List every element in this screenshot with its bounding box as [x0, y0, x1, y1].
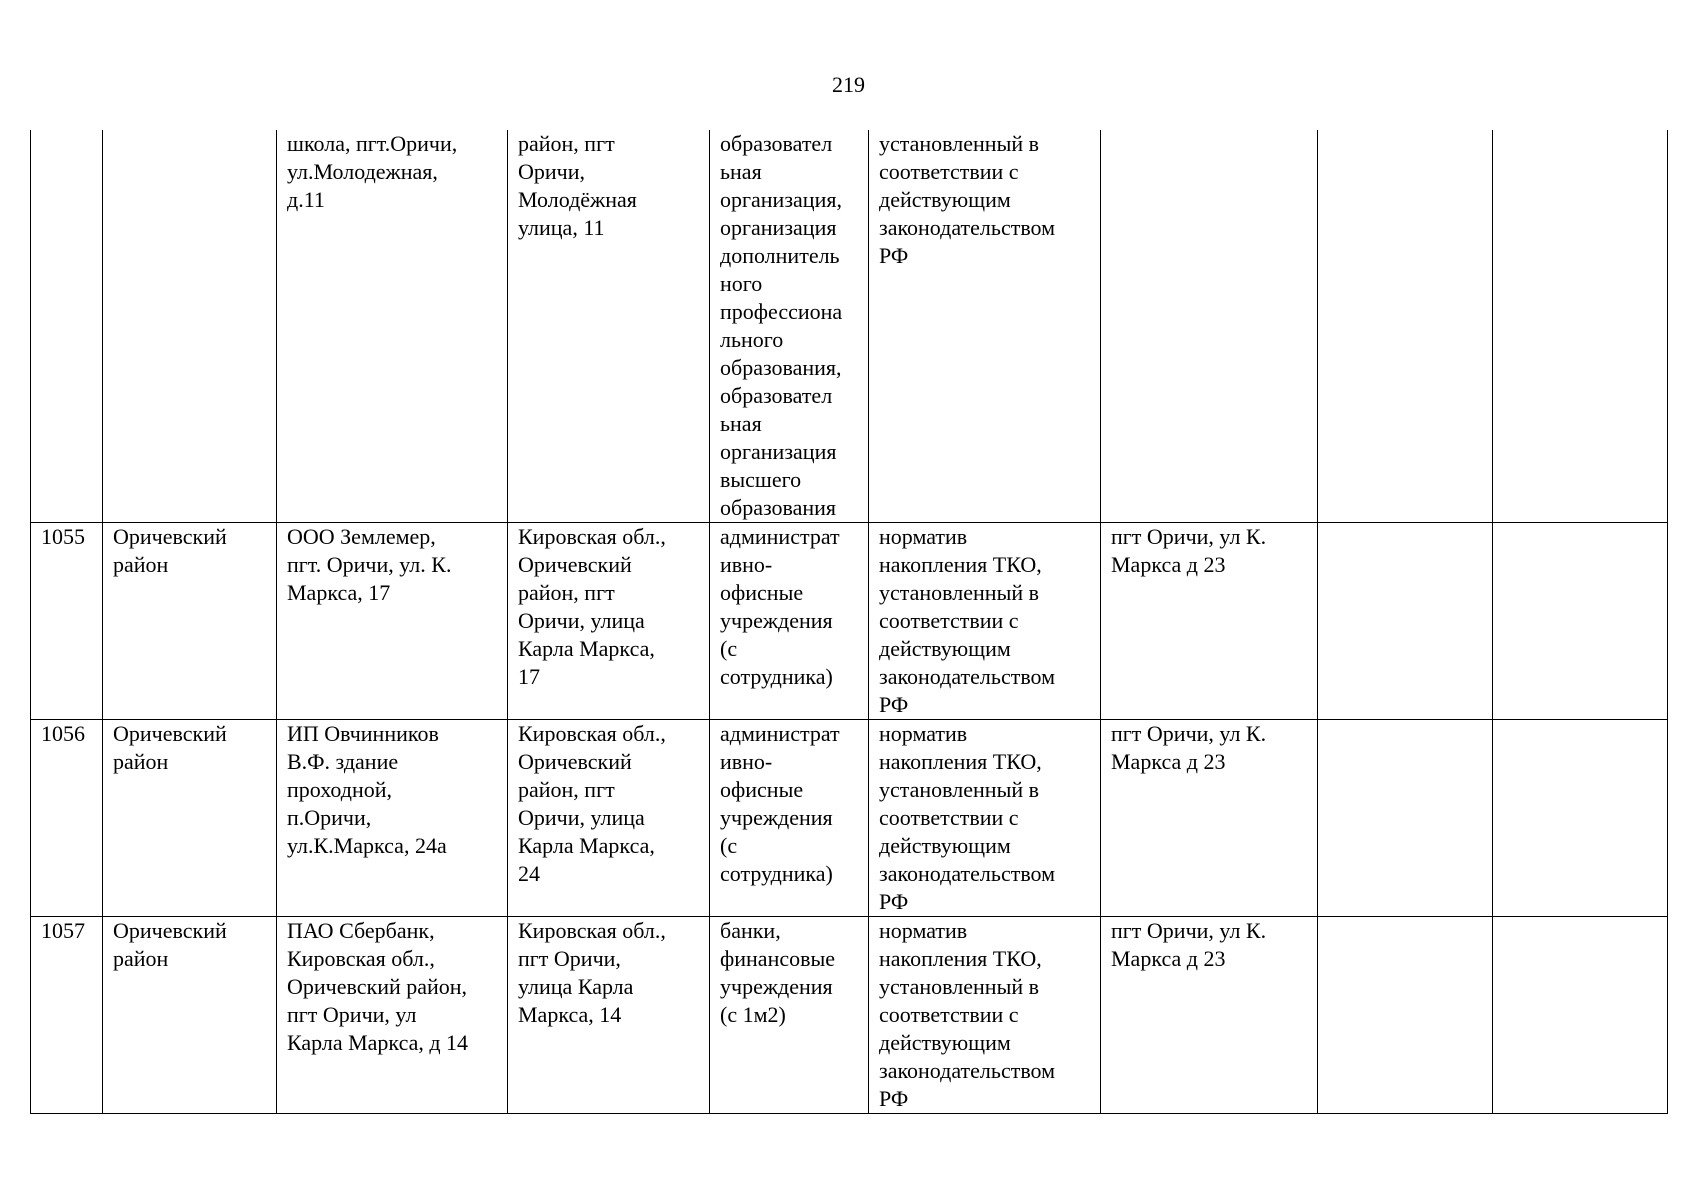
district-cell-text: Оричевский район — [113, 721, 227, 774]
organization-cell-text: ИП Овчинников В.Ф. здание проходной, п.Оричи, ул.К.Маркса, 24а — [287, 721, 447, 858]
collection-site-cell — [1101, 917, 1318, 1114]
row-number-cell-text: 1056 — [41, 721, 85, 746]
collection-site-cell-text: пгт Оричи, ул К. Маркса д 23 — [1111, 524, 1267, 577]
district-cell-text: Оричевский район — [113, 918, 227, 971]
collection-site-cell — [1101, 523, 1318, 720]
row-number-cell-text: 1057 — [41, 918, 85, 943]
norm-cell — [869, 720, 1101, 917]
address-cell — [508, 917, 710, 1114]
table-row — [31, 917, 1668, 1114]
address-cell-text: Кировская обл., пгт Оричи, улица Карла Маркса, 14 — [518, 918, 666, 1027]
table-body — [31, 130, 1668, 1114]
organization-cell — [277, 523, 508, 720]
empty-cell — [1318, 130, 1493, 523]
collection-site-cell — [1101, 130, 1318, 523]
collection-site-cell-text: пгт Оричи, ул К. Маркса д 23 — [1111, 918, 1267, 971]
collection-site-cell-text: пгт Оричи, ул К. Маркса д 23 — [1111, 721, 1267, 774]
category-cell-text: банки, финансовые учреждения (с 1м2) — [720, 918, 836, 1027]
empty-cell — [1493, 720, 1668, 917]
address-cell-text: Кировская обл., Оричевский район, пгт Оричи, улица Карла Маркса, 24 — [518, 721, 666, 886]
district-cell — [103, 917, 277, 1114]
organization-cell — [277, 130, 508, 523]
category-cell-text: образовател ьная организация, организация дополнитель ного профессиона льного образования, образовател ьная организация высшего образования — [720, 131, 843, 520]
district-cell-text: Оричевский район — [113, 524, 227, 577]
address-cell-text: Кировская обл., Оричевский район, пгт Оричи, улица Карла Маркса, 17 — [518, 524, 666, 689]
row-number-cell — [31, 523, 103, 720]
organization-cell-text: ООО Землемер, пгт. Оричи, ул. К. Маркса, 17 — [287, 524, 452, 605]
table-row — [31, 130, 1668, 523]
empty-cell — [1493, 130, 1668, 523]
district-cell — [103, 130, 277, 523]
row-number-cell — [31, 130, 103, 523]
norm-cell-text: норматив накопления ТКО, установленный в соответствии с действующим законодательством РФ — [879, 721, 1056, 914]
address-cell — [508, 523, 710, 720]
category-cell — [710, 130, 869, 523]
organization-cell-text: ПАО Сбербанк, Кировская обл., Оричевский район, пгт Оричи, ул Карла Маркса, д 14 — [287, 918, 469, 1055]
category-cell — [710, 720, 869, 917]
category-cell — [710, 917, 869, 1114]
row-number-cell-text: 1055 — [41, 524, 85, 549]
district-cell — [103, 720, 277, 917]
category-cell — [710, 523, 869, 720]
address-cell — [508, 720, 710, 917]
waste-registry-table — [30, 130, 1668, 1114]
table-row — [31, 523, 1668, 720]
page-number: 219 — [832, 72, 865, 97]
organization-cell — [277, 720, 508, 917]
address-cell-text: район, пгт Оричи, Молодёжная улица, 11 — [518, 131, 637, 240]
empty-cell — [1318, 523, 1493, 720]
address-cell — [508, 130, 710, 523]
table-row — [31, 720, 1668, 917]
empty-cell — [1493, 917, 1668, 1114]
empty-cell — [1493, 523, 1668, 720]
empty-cell — [1318, 917, 1493, 1114]
category-cell-text: администрат ивно- офисные учреждения (с сотрудника) — [720, 721, 840, 886]
norm-cell — [869, 917, 1101, 1114]
norm-cell-text: норматив накопления ТКО, установленный в соответствии с действующим законодательством РФ — [879, 918, 1056, 1111]
category-cell-text: администрат ивно- офисные учреждения (с сотрудника) — [720, 524, 840, 689]
organization-cell — [277, 917, 508, 1114]
collection-site-cell — [1101, 720, 1318, 917]
row-number-cell — [31, 720, 103, 917]
empty-cell — [1318, 720, 1493, 917]
row-number-cell — [31, 917, 103, 1114]
norm-cell-text: норматив накопления ТКО, установленный в соответствии с действующим законодательством РФ — [879, 524, 1056, 717]
organization-cell-text: школа, пгт.Оричи, ул.Молодежная, д.11 — [287, 131, 458, 212]
norm-cell — [869, 523, 1101, 720]
norm-cell-text: установленный в соответствии с действующим законодательством РФ — [879, 131, 1056, 268]
norm-cell — [869, 130, 1101, 523]
district-cell — [103, 523, 277, 720]
